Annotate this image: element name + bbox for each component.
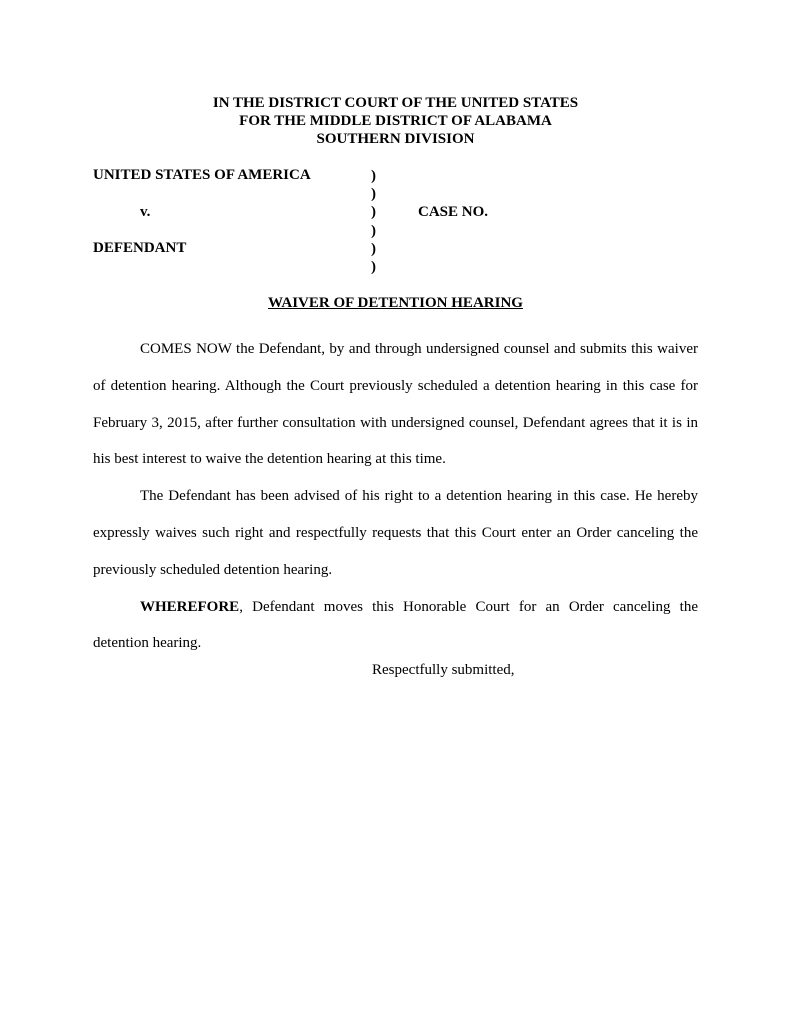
- court-header-line-3: SOUTHERN DIVISION: [316, 131, 475, 147]
- paragraph-2: The Defendant has been advised of his right to a detention hearing in this case. He hereby expressly waives such right and respectfully requests that this Court enter an Order canceling the previously scheduled detention hearing.: [93, 488, 698, 578]
- paragraph-1: COMES NOW the Defendant, by and through undersigned counsel and submits this waiver of detention hearing. Although the Court previously scheduled a detention hearing in this case for February 3, 2015, after further consultation with undersigned counsel, Defendant agrees that it is in his best interest to waive the detention hearing at this time.: [93, 341, 698, 468]
- court-header-line-2: FOR THE MIDDLE DISTRICT OF ALABAMA: [239, 113, 552, 129]
- paren-1: ): [371, 168, 376, 184]
- wherefore-label: WHEREFORE: [140, 598, 240, 615]
- plaintiff-name: UNITED STATES OF AMERICA: [93, 167, 311, 183]
- case-caption: [93, 167, 713, 279]
- document-body: [93, 331, 698, 662]
- paren-3: ): [371, 204, 376, 221]
- case-number-label: CASE NO.: [418, 204, 489, 220]
- versus-label: v.: [140, 204, 151, 220]
- court-header: [0, 94, 791, 148]
- paren-5: ): [371, 240, 376, 257]
- court-header-line-1: IN THE DISTRICT COURT OF THE UNITED STATES: [212, 95, 579, 111]
- paren-4: ): [371, 222, 376, 239]
- closing-signature: Respectfully submitted,: [372, 662, 515, 678]
- paragraph-3: [93, 589, 698, 663]
- paren-6: ): [371, 258, 376, 275]
- document-title: WAIVER OF DETENTION HEARING: [268, 295, 523, 311]
- caption-parentheses: [371, 167, 376, 276]
- defendant-name: DEFENDANT: [93, 240, 187, 256]
- paren-2: ): [371, 186, 376, 203]
- paragraph-3-text: , Defendant moves this Honorable Court for an Order canceling the detention hearing.: [93, 598, 698, 652]
